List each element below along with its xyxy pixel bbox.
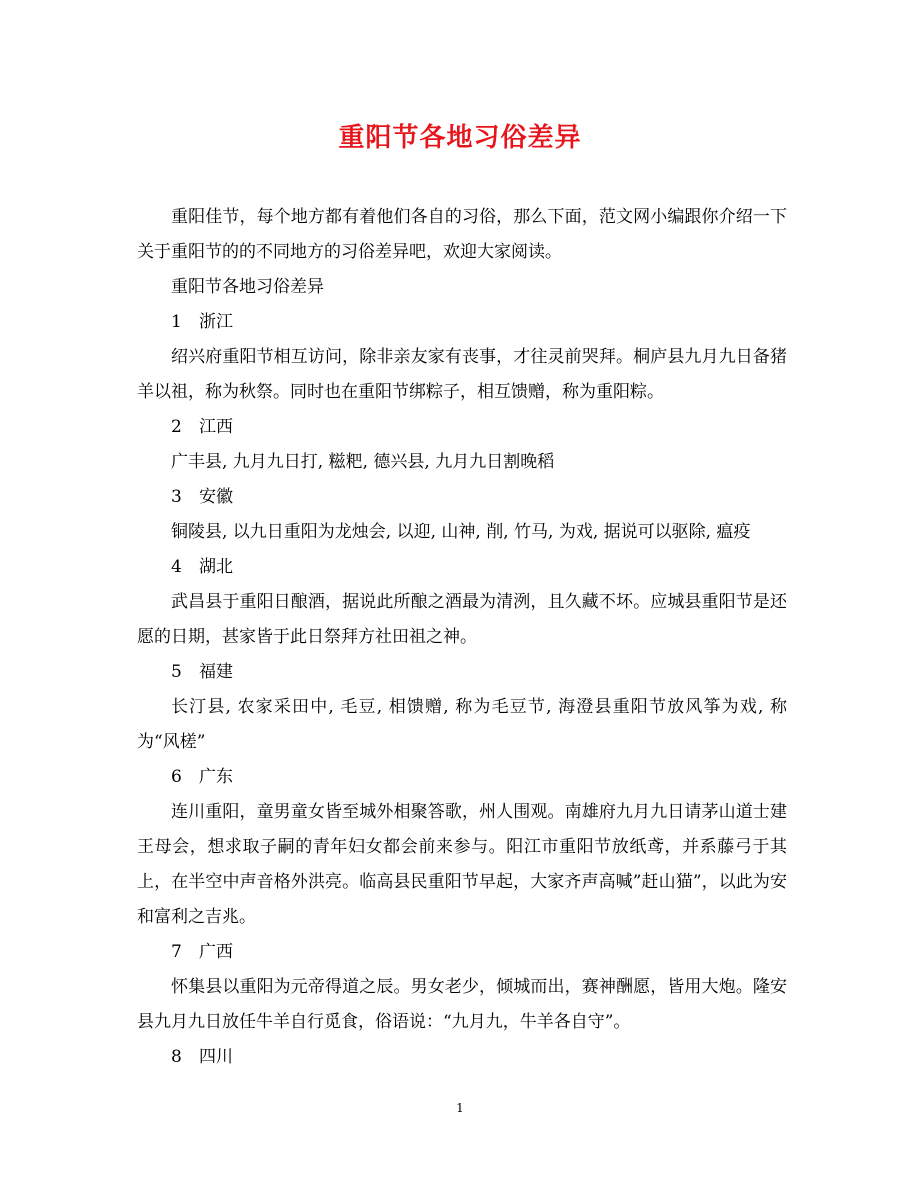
document-title: 重阳节各地习俗差异 (338, 123, 582, 153)
section-heading (137, 1040, 787, 1075)
section-name: 浙江 (199, 312, 233, 332)
section-heading (137, 305, 787, 340)
section-name: 四川 (199, 1047, 233, 1067)
section-heading (137, 550, 787, 585)
section-name: 湖北 (199, 557, 233, 577)
section-text: 连川重阳，童男童女皆至城外相聚答歌，州人围观。南雄府九月九日请茅山道士建王母会，想求取子嗣的青年妇女都会前来参与。阳江市重阳节放纸鸢，并系藤弓于其上，在半空中声音格外洪亮。临高县民重阳节早起，大家齐声高喊”赶山猫”，以此为安和富利之吉兆。 (137, 802, 787, 927)
section-number: 5 (171, 662, 182, 682)
intro-paragraph: 重阳佳节，每个地方都有着他们各自的习俗，那么下面，范文网小编跟你介绍一下关于重阳节的的不同地方的习俗差异吧，欢迎大家阅读。 (137, 207, 787, 262)
section-number: 2 (171, 417, 182, 437)
section-number: 3 (171, 487, 182, 507)
section-text: 广丰县, 九月九日打, 糍粑, 德兴县, 九月九日割晚稻 (171, 452, 555, 472)
section-heading (137, 655, 787, 690)
section-text: 怀集县以重阳为元帝得道之辰。男女老少，倾城而出，赛神酬愿，皆用大炮。隆安县九月九日放任牛羊自行觅食，俗语说：“九月九，牛羊各自守”。 (137, 977, 787, 1032)
section-heading (137, 935, 787, 970)
section-number: 8 (171, 1047, 182, 1067)
section-heading (137, 760, 787, 795)
section-heading (137, 480, 787, 515)
section-text: 铜陵县, 以九日重阳为龙烛会, 以迎, 山神, 削, 竹马, 为戏, 据说可以驱除, 瘟疫 (171, 522, 751, 542)
document-body (137, 200, 787, 1075)
subtitle: 重阳节各地习俗差异 (171, 277, 324, 297)
section-text: 绍兴府重阳节相互访问，除非亲友家有丧事，才往灵前哭拜。桐庐县九月九日备猪羊以祖，称为秋祭。同时也在重阳节绑粽子，相互馈赠，称为重阳粽。 (137, 347, 787, 402)
section-name: 福建 (199, 662, 233, 682)
section-name: 广东 (199, 767, 233, 787)
section-name: 江西 (199, 417, 233, 437)
section-number: 1 (171, 312, 182, 332)
section-text: 武昌县于重阳日酿酒，据说此所酿之酒最为清洌，且久藏不坏。应城县重阳节是还愿的日期，甚家皆于此日祭拜方社田祖之神。 (137, 592, 787, 647)
section-text: 长汀县, 农家采田中, 毛豆, 相馈赠, 称为毛豆节, 海澄县重阳节放风筝为戏, 称为“风槎” (137, 697, 787, 752)
section-heading (137, 410, 787, 445)
section-number: 6 (171, 767, 182, 787)
section-number: 7 (171, 942, 182, 962)
section-number: 4 (171, 557, 182, 577)
section-name: 安徽 (199, 487, 233, 507)
page-number: 1 (456, 1101, 464, 1115)
section-name: 广西 (199, 942, 233, 962)
